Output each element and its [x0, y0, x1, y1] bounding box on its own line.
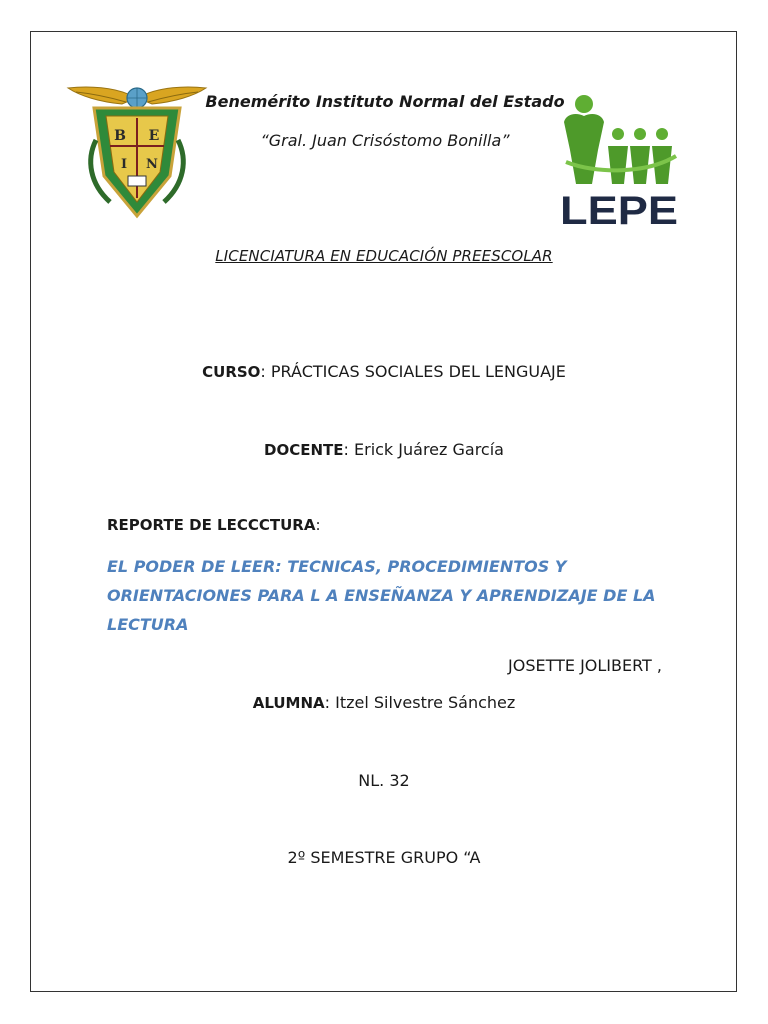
- student-label: ALUMNA: [252, 694, 325, 712]
- list-number: NL. 32: [358, 771, 410, 790]
- degree-title: LICENCIATURA EN EDUCACIÓN PREESCOLAR: [215, 247, 553, 265]
- crest-letter-b: B: [114, 128, 126, 144]
- student-value: Itzel Silvestre Sánchez: [335, 693, 516, 712]
- report-line: REPORTE DE LECCCTURA:: [107, 516, 321, 534]
- lepe-logo: [556, 92, 682, 230]
- teacher-line: DOCENTE: Erick Juárez García: [264, 440, 504, 459]
- institution-subtitle: “Gral. Juan Crisóstomo Bonilla”: [260, 131, 510, 150]
- report-author: JOSETTE JOLIBERT ,: [508, 656, 662, 675]
- lepe-logo-text: LEPE: [560, 189, 678, 230]
- crest-letter-e: E: [148, 128, 160, 144]
- student-line: ALUMNA: Itzel Silvestre Sánchez: [252, 693, 516, 712]
- course-line: CURSO: PRÁCTICAS SOCIALES DEL LENGUAJE: [202, 362, 566, 381]
- course-value: PRÁCTICAS SOCIALES DEL LENGUAJE: [270, 362, 566, 381]
- teacher-value: Erick Juárez García: [354, 440, 504, 459]
- institution-name: Benemérito Instituto Normal del Estado: [205, 92, 565, 111]
- report-title: EL PODER DE LEER: TECNICAS, PROCEDIMIENTOS Y ORIENTACIONES PARA L A ENSEÑANZA Y APRENDIZAJE DE LA LECTURA: [107, 557, 656, 634]
- crest-letter-i: I: [120, 157, 128, 172]
- report-label: REPORTE DE LECCCTURA: [107, 516, 316, 534]
- crest-letter-n: N: [146, 157, 158, 172]
- teacher-label: DOCENTE: [264, 441, 344, 459]
- course-label: CURSO: [202, 363, 261, 381]
- semester-group: 2º SEMESTRE GRUPO “A: [287, 848, 481, 867]
